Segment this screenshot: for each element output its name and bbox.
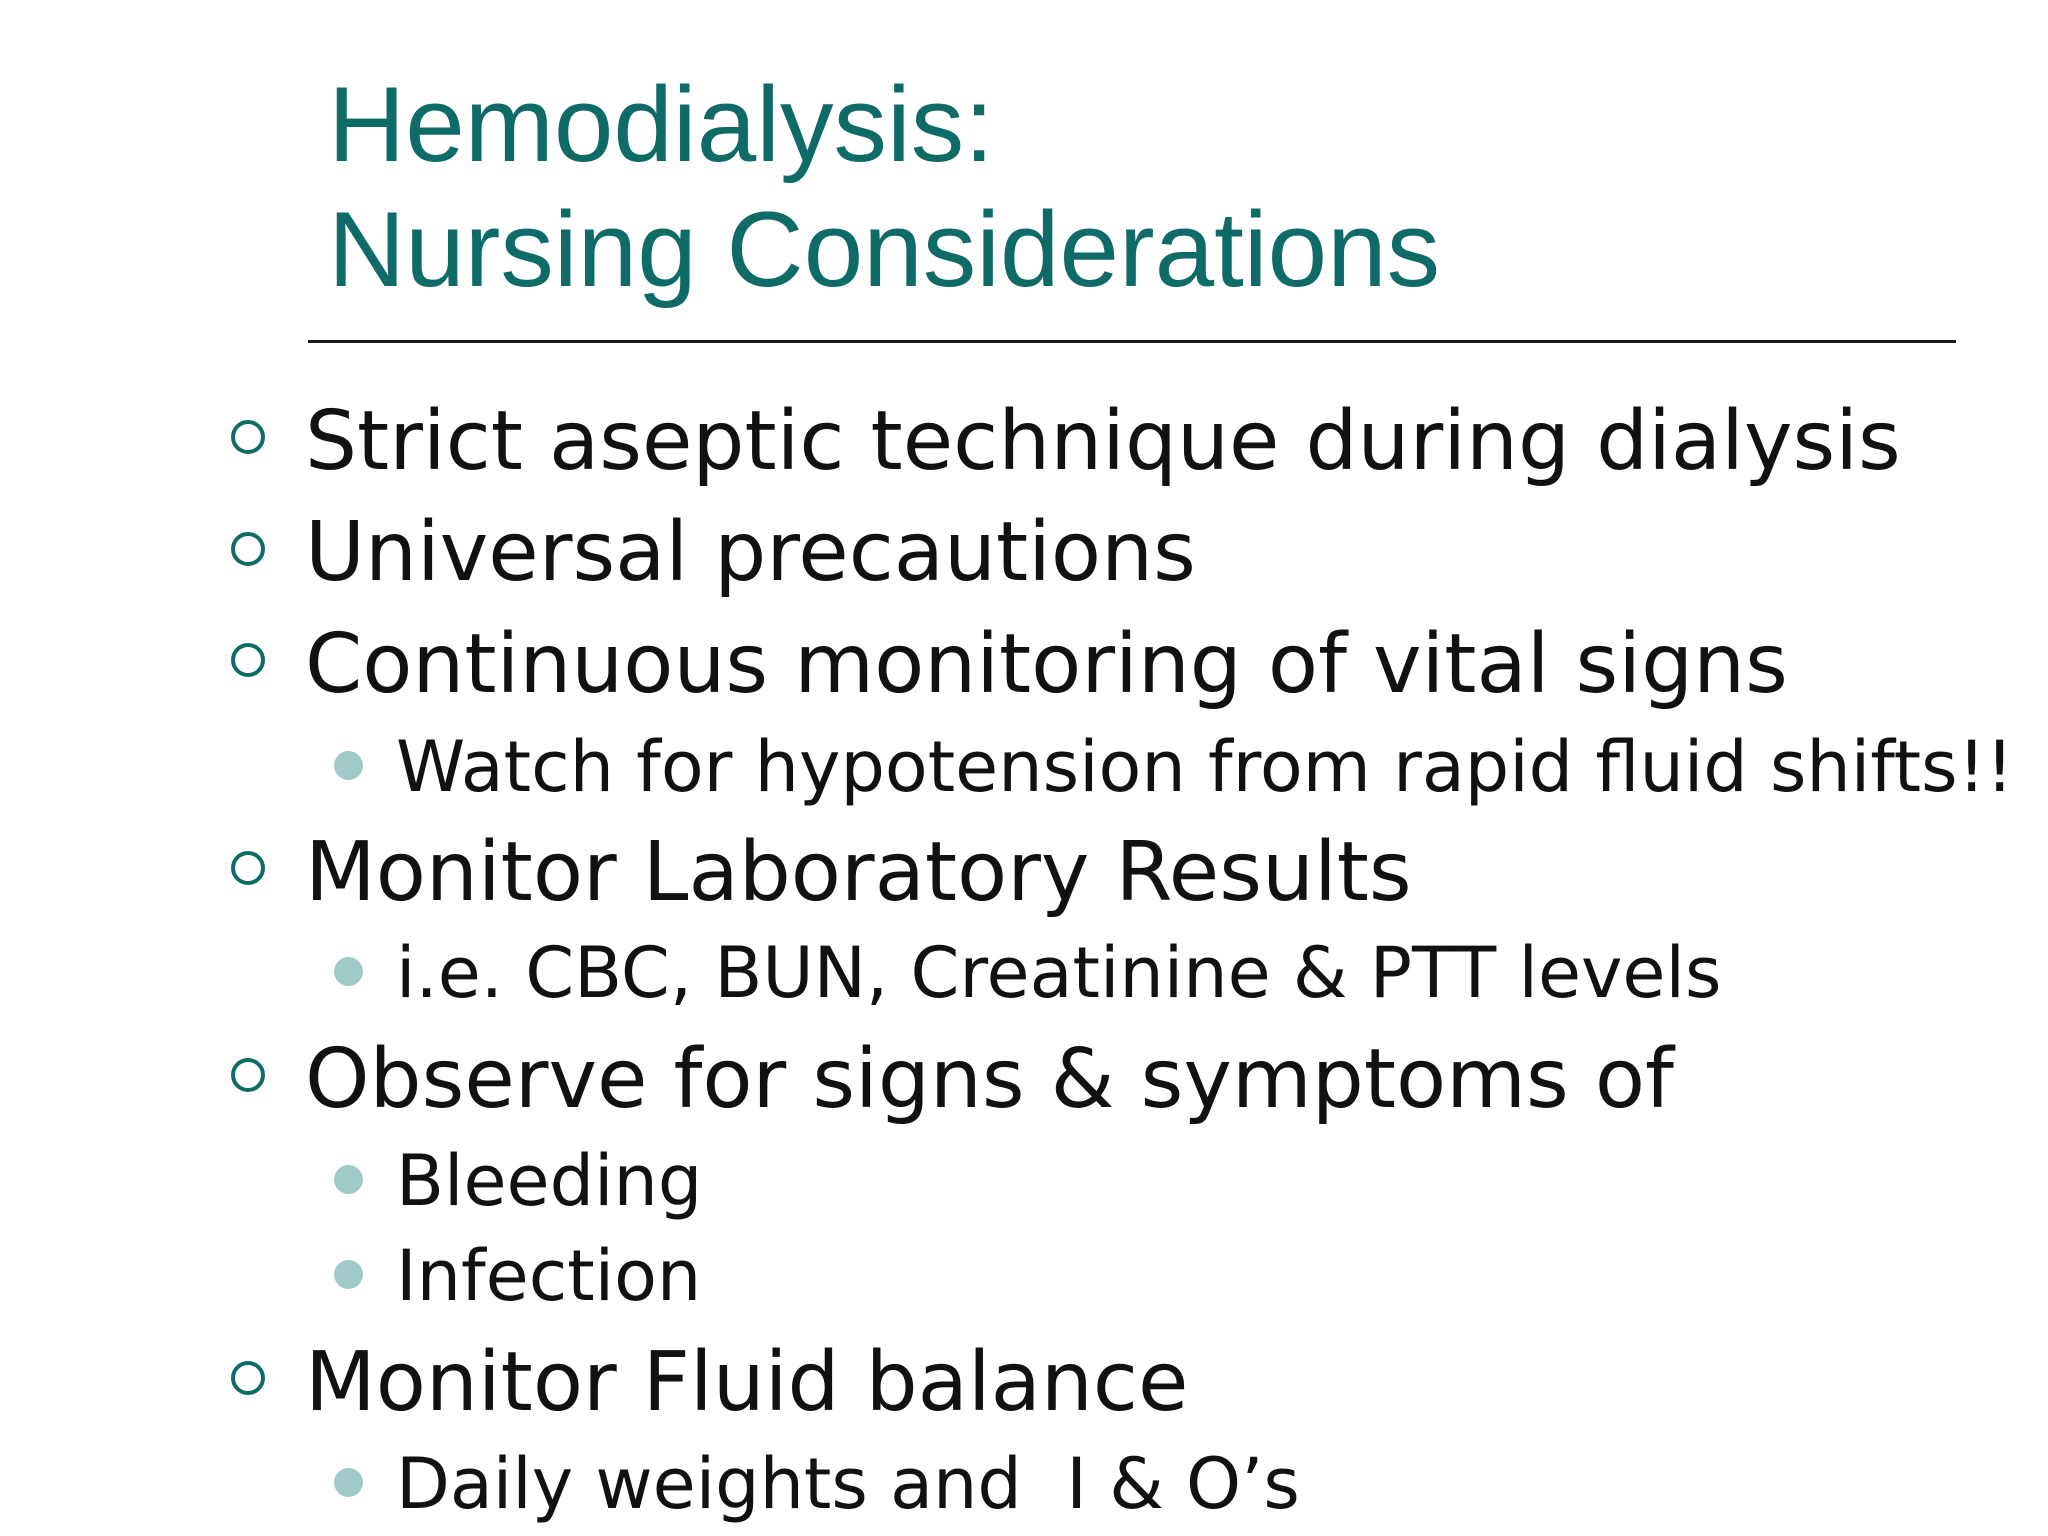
- slide-title: [328, 62, 1440, 312]
- dot-bullet-icon: [334, 1165, 363, 1194]
- bullet-vital-signs: Continuous monitoring of vital signs: [305, 617, 1788, 712]
- sub-bullet-bleeding: Bleeding: [396, 1140, 703, 1222]
- ring-bullet-icon: [231, 643, 265, 677]
- sub-bullet-infection: Infection: [396, 1235, 702, 1317]
- bullet-fluid-balance: Monitor Fluid balance: [305, 1335, 1189, 1430]
- sub-bullet-daily-weights: Daily weights and I & O’s: [396, 1443, 1300, 1525]
- sub-bullet-hypotension: Watch for hypotension from rapid fluid shifts!!: [396, 726, 2014, 808]
- sub-bullet-lab-tests: i.e. CBC, BUN, Creatinine & PTT levels: [396, 932, 1722, 1014]
- bullet-aseptic-technique: Strict aseptic technique during dialysis: [305, 394, 1901, 489]
- title-divider: [308, 340, 1956, 343]
- title-line-1: Hemodialysis:: [328, 64, 994, 184]
- dot-bullet-icon: [334, 751, 363, 780]
- ring-bullet-icon: [231, 1058, 265, 1092]
- ring-bullet-icon: [231, 851, 265, 885]
- ring-bullet-icon: [231, 420, 265, 454]
- ring-bullet-icon: [231, 532, 265, 566]
- ring-bullet-icon: [231, 1361, 265, 1395]
- dot-bullet-icon: [334, 1468, 363, 1497]
- title-line-2: Nursing Considerations: [328, 189, 1441, 309]
- dot-bullet-icon: [334, 957, 363, 986]
- bullet-signs-symptoms: Observe for signs & symptoms of: [305, 1032, 1674, 1127]
- bullet-universal-precautions: Universal precautions: [305, 505, 1196, 600]
- dot-bullet-icon: [334, 1260, 363, 1289]
- bullet-lab-results: Monitor Laboratory Results: [305, 825, 1412, 920]
